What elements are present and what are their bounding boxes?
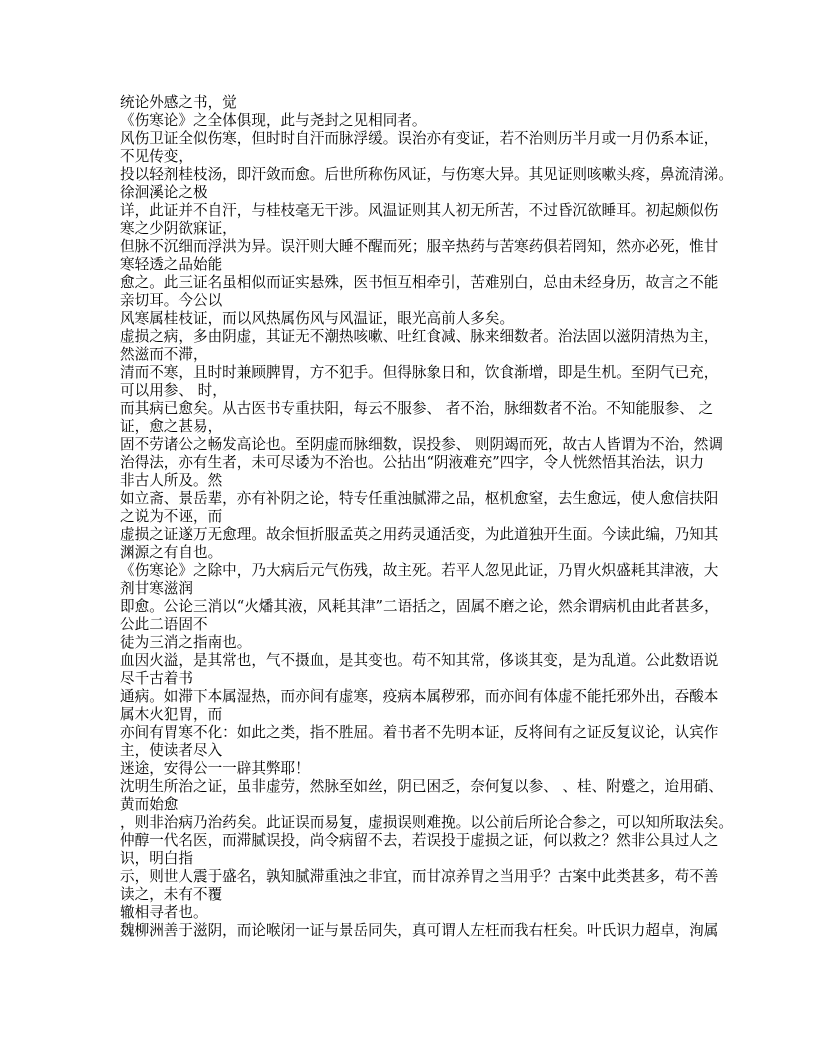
text-line: 渊源之有自也。: [120, 544, 223, 561]
text-line: 详，此证并不自汗，与桂枝毫无干涉。风温证则其人初无所苦，不过昏沉欲睡耳。初起颇似伤: [120, 202, 719, 219]
text-line: 虚损之病，多由阴虚，其证无不潮热咳嗽、吐红食减、脉来细数者。治法固以滋阴清热为主，: [120, 328, 719, 345]
text-line: 统论外感之书，觉: [120, 94, 237, 111]
text-line: 即愈。公论三消以“火燔其液，风耗其津”二语括之，固属不磨之论，然余谓病机由此者甚多，: [120, 598, 719, 615]
text-line: ，则非治病乃治药矣。此证误而易复，虚损误则难挽。以公前后所论合参之，可以知所取法矣。: [120, 814, 733, 831]
text-line: 《伤寒论》之除中，乃大病后元气伤残，故主死。若平人忽见此证，乃胃火炽盛耗其津液，大: [120, 562, 719, 579]
text-line: 风伤卫证全似伤寒，但时时自汗而脉浮缓。误治亦有变证，若不治则历半月或一月仍系本证，: [120, 130, 719, 147]
text-line: 寒之少阴欲寐证，: [120, 220, 237, 237]
text-line: 如立斋、景岳辈，亦有补阴之论，特专任重浊腻滞之品，枢机愈窒，去生愈远，使人愈信扶阳: [120, 490, 719, 507]
text-line: 然滋而不滞，: [120, 346, 208, 363]
text-line: 通病。如滞下本属湿热，而亦间有虚寒，疫病本属秽邪，而亦间有体虚不能托邪外出，吞酸本: [120, 688, 719, 705]
text-line: 亲切耳。今公以: [120, 292, 223, 309]
text-line: 《伤寒论》之全体俱现，此与尧封之见相同者。: [120, 112, 427, 129]
text-line: 仲醇一代名医，而滞腻误投，尚令病留不去，若误投于虚损之证，何以救之？然非公具过人之: [120, 832, 719, 849]
text-line: 血因火溢，是其常也，气不摄血，是其变也。苟不知其常，侈谈其变，是为乱道。公此数语说: [120, 652, 719, 669]
text-line: 剂甘寒滋润: [120, 580, 193, 597]
text-line: 黄而始愈: [120, 796, 179, 813]
text-line: 主，使读者尽入: [120, 742, 223, 759]
document-page: [120, 94, 733, 940]
text-line: 可以用参、 时，: [120, 382, 227, 399]
text-line: 之说为不诬，而: [120, 508, 223, 525]
text-line: 辙相寻者也。: [120, 904, 208, 921]
text-line: 识，明白指: [120, 850, 193, 867]
text-line: 沈明生所治之证，虽非虚劳，然脉至如丝，阴已困乏，奈何复以参、 、桂、附蹙之，迨用硝、: [120, 778, 723, 795]
text-line: 迷途，安得公一一辟其弊耶！: [120, 760, 310, 777]
text-line: 徒为三消之指南也。: [120, 634, 252, 651]
text-line: 读之，未有不覆: [120, 886, 223, 903]
text-line: 魏柳洲善于滋阴，而论喉闭一证与景岳同失，真可谓人左枉而我右枉矣。叶氏识力超卓，洵属: [120, 922, 719, 939]
text-line: 尽千古着书: [120, 670, 193, 687]
text-line: 虚损之证遂万无愈理。故余恒折服孟英之用药灵通活变，为此道独开生面。今读此编，乃知其: [120, 526, 719, 543]
text-line: 寒轻透之品始能: [120, 256, 223, 273]
text-line: 公此二语固不: [120, 616, 208, 633]
text-line: 清而不寒，且时时兼顾脾胃，方不犯手。但得脉象日和，饮食渐增，即是生机。至阴气已充，: [120, 364, 719, 381]
text-line: 固不劳诸公之畅发高论也。至阴虚而脉细数，误投参、 则阴竭而死，故古人皆谓为不治，然调: [120, 436, 723, 453]
text-line: 亦间有胃寒不化：如此之类，指不胜屈。着书者不先明本证，反将间有之证反复议论，认宾作: [120, 724, 719, 741]
text-line: 投以轻剂桂枝汤，即汗敛而愈。后世所称伤风证，与伤寒大异。其见证则咳嗽头疼，鼻流清涕。: [120, 166, 733, 183]
text-line: 而其病已愈矣。从古医书专重扶阳，每云不服参、 者不治，脉细数者不治。不知能服参、 之: [120, 400, 714, 417]
text-line: 但脉不沉细而浮洪为异。误汗则大睡不醒而死；服辛热药与苦寒药俱若罔知，然亦必死，惟甘: [120, 238, 719, 255]
text-line: 属木火犯胃，而: [120, 706, 223, 723]
text-line: 不见传变，: [120, 148, 193, 165]
text-line: 治得法，亦有生者，未可尽诿为不治也。公拈出“阴液难充”四字，令人恍然悟其治法，识力: [120, 454, 705, 471]
text-line: 非古人所及。然: [120, 472, 223, 489]
text-line: 证，愈之甚易，: [120, 418, 223, 435]
text-line: 示，则世人震于盛名，孰知腻滞重浊之非宜，而甘凉养胃之当用乎？古案中此类甚多，苟不善: [120, 868, 719, 885]
text-line: 愈之。此三证名虽相似而证实悬殊，医书恒互相牵引，苦难别白，总由未经身历，故言之不能: [120, 274, 719, 291]
text-line: 徐洄溪论之极: [120, 184, 208, 201]
text-line: 风寒属桂枝证，而以风热属伤风与风温证，眼光高前人多矣。: [120, 310, 515, 327]
